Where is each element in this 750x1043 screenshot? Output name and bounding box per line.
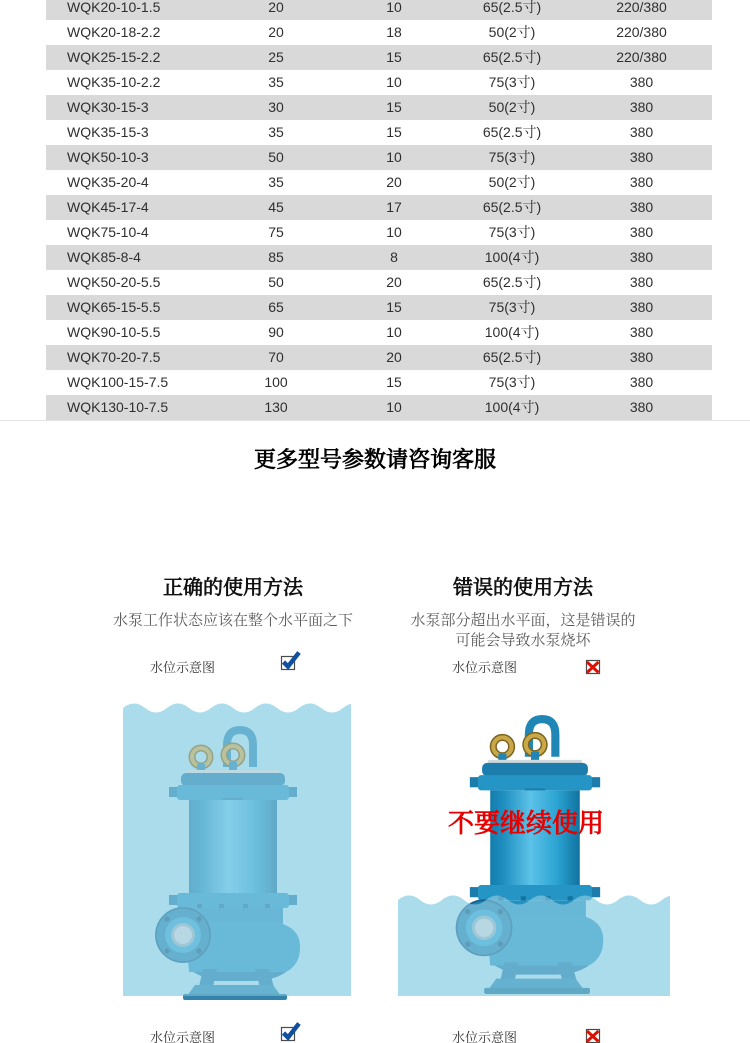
spec-cell: 75(3寸) <box>488 74 536 90</box>
wrong-usage-title: 错误的使用方法 <box>453 577 593 599</box>
spec-cell: WQK100-15-7.5 <box>67 374 169 390</box>
spec-cell: WQK25-15-2.2 <box>67 49 161 65</box>
spec-cell: 70 <box>268 349 284 365</box>
spec-cell: 65(2.5寸) <box>482 49 542 65</box>
correct-usage-title: 正确的使用方法 <box>163 577 303 599</box>
spec-cell: 35 <box>268 74 284 90</box>
footer-caption-correct: 水位示意图 <box>150 1030 216 1043</box>
wrong-usage-desc-line2: 可能会导致水泵烧坏 <box>455 632 591 649</box>
spec-cell: 10 <box>386 224 402 240</box>
spec-row <box>46 45 712 70</box>
spec-cell: 220/380 <box>616 49 667 65</box>
spec-cell: WQK35-10-2.2 <box>67 74 161 90</box>
spec-cell: 20 <box>386 174 402 190</box>
spec-cell: 15 <box>386 299 402 315</box>
spec-cell: 17 <box>386 199 402 215</box>
spec-cell: 380 <box>629 124 654 140</box>
spec-cell: 100(4寸) <box>484 249 540 265</box>
spec-cell: 50 <box>268 274 284 290</box>
spec-cell: 18 <box>386 24 402 40</box>
spec-cell: 50(2寸) <box>488 174 536 190</box>
spec-row <box>46 220 712 245</box>
spec-cell: WQK45-17-4 <box>67 199 149 215</box>
spec-cell: 65(2.5寸) <box>482 274 542 290</box>
spec-cell: 45 <box>268 199 284 215</box>
checkbox-cross-icon <box>583 656 603 676</box>
more-models-notice: 更多型号参数请咨询客服 <box>253 447 496 472</box>
spec-cell: 380 <box>629 99 654 115</box>
spec-cell: 75(3寸) <box>488 149 536 165</box>
spec-cell: 100(4寸) <box>484 324 540 340</box>
table-bottom-divider <box>0 420 750 421</box>
spec-cell: 10 <box>386 324 402 340</box>
spec-cell: 50 <box>268 149 284 165</box>
spec-row <box>46 345 712 370</box>
spec-row <box>46 320 712 345</box>
spec-cell: 65(2.5寸) <box>482 124 542 140</box>
spec-row <box>46 0 712 20</box>
spec-cell: 380 <box>629 299 654 315</box>
spec-cell: 65(2.5寸) <box>482 349 542 365</box>
spec-cell: 380 <box>629 274 654 290</box>
spec-cell: 65 <box>268 299 284 315</box>
spec-cell: 100(4寸) <box>484 399 540 415</box>
spec-cell: 75(3寸) <box>488 299 536 315</box>
spec-cell: WQK50-20-5.5 <box>67 274 161 290</box>
wrong-usage-desc-line1: 水泵部分超出水平面，这是错误的 <box>410 612 636 629</box>
spec-cell: 65(2.5寸) <box>482 0 542 15</box>
spec-cell: 15 <box>386 124 402 140</box>
spec-cell: 380 <box>629 374 654 390</box>
checkbox-cross-icon <box>583 1025 603 1043</box>
spec-cell: 85 <box>268 249 284 265</box>
spec-cell: WQK70-20-7.5 <box>67 349 161 365</box>
spec-row <box>46 295 712 320</box>
spec-cell: 380 <box>629 249 654 265</box>
spec-cell: 25 <box>268 49 284 65</box>
spec-cell: 15 <box>386 99 402 115</box>
spec-cell: WQK30-15-3 <box>67 99 149 115</box>
water-overlay-correct <box>123 698 351 996</box>
spec-cell: WQK20-18-2.2 <box>67 24 161 40</box>
spec-cell: WQK50-10-3 <box>67 149 149 165</box>
spec-cell: WQK90-10-5.5 <box>67 324 161 340</box>
spec-cell: 10 <box>386 0 402 15</box>
spec-cell: WQK20-10-1.5 <box>67 0 161 15</box>
spec-row <box>46 395 712 420</box>
spec-cell: 75 <box>268 224 284 240</box>
spec-cell: WQK85-8-4 <box>67 249 141 265</box>
spec-cell: 20 <box>386 274 402 290</box>
spec-cell: 50(2寸) <box>488 99 536 115</box>
spec-row <box>46 195 712 220</box>
spec-cell: 100 <box>264 374 288 390</box>
spec-cell: 380 <box>629 399 654 415</box>
spec-row <box>46 70 712 95</box>
spec-cell: 8 <box>390 249 398 265</box>
spec-cell: 35 <box>268 174 284 190</box>
spec-row <box>46 20 712 45</box>
water-level-caption-wrong: 水位示意图 <box>452 660 518 675</box>
spec-cell: 50(2寸) <box>488 24 536 40</box>
spec-cell: WQK65-15-5.5 <box>67 299 161 315</box>
checkbox-checked-icon <box>279 1020 303 1043</box>
spec-cell: 380 <box>629 149 654 165</box>
spec-cell: 65(2.5寸) <box>482 199 542 215</box>
correct-usage-section <box>73 576 393 631</box>
spec-row <box>46 120 712 145</box>
spec-row <box>46 95 712 120</box>
water-level-caption-correct: 水位示意图 <box>150 660 216 675</box>
spec-row <box>46 270 712 295</box>
wrong-usage-desc <box>363 611 683 651</box>
correct-usage-desc: 水泵工作状态应该在整个水平面之下 <box>112 612 353 629</box>
spec-cell: 75(3寸) <box>488 224 536 240</box>
spec-cell: 15 <box>386 49 402 65</box>
spec-cell: 380 <box>629 199 654 215</box>
spec-cell: 30 <box>268 99 284 115</box>
spec-cell: WQK130-10-7.5 <box>67 399 169 415</box>
spec-cell: 380 <box>629 174 654 190</box>
spec-row <box>46 245 712 270</box>
spec-cell: 35 <box>268 124 284 140</box>
footer-caption-wrong: 水位示意图 <box>452 1030 518 1043</box>
spec-cell: 90 <box>268 324 284 340</box>
spec-row <box>46 145 712 170</box>
water-overlay-wrong <box>398 890 670 996</box>
checkbox-checked-icon <box>279 649 303 673</box>
spec-cell: 10 <box>386 399 402 415</box>
spec-cell: 15 <box>386 374 402 390</box>
spec-cell: 20 <box>268 24 284 40</box>
spec-cell: 20 <box>386 349 402 365</box>
spec-cell: WQK75-10-4 <box>67 224 149 240</box>
spec-row <box>46 370 712 395</box>
spec-cell: 220/380 <box>616 24 667 40</box>
spec-cell: 75(3寸) <box>488 374 536 390</box>
warning-text: 不要继续使用 <box>448 808 605 838</box>
spec-cell: 10 <box>386 149 402 165</box>
spec-cell: WQK35-20-4 <box>67 174 149 190</box>
spec-cell: 380 <box>629 349 654 365</box>
spec-table <box>46 0 712 420</box>
wrong-usage-section <box>363 576 683 651</box>
spec-cell: 380 <box>629 324 654 340</box>
spec-cell: 130 <box>264 399 288 415</box>
spec-cell: 220/380 <box>616 0 667 15</box>
spec-cell: 10 <box>386 74 402 90</box>
spec-row <box>46 170 712 195</box>
spec-cell: 20 <box>268 0 284 15</box>
spec-cell: 380 <box>629 74 654 90</box>
spec-cell: 380 <box>629 224 654 240</box>
spec-cell: WQK35-15-3 <box>67 124 149 140</box>
